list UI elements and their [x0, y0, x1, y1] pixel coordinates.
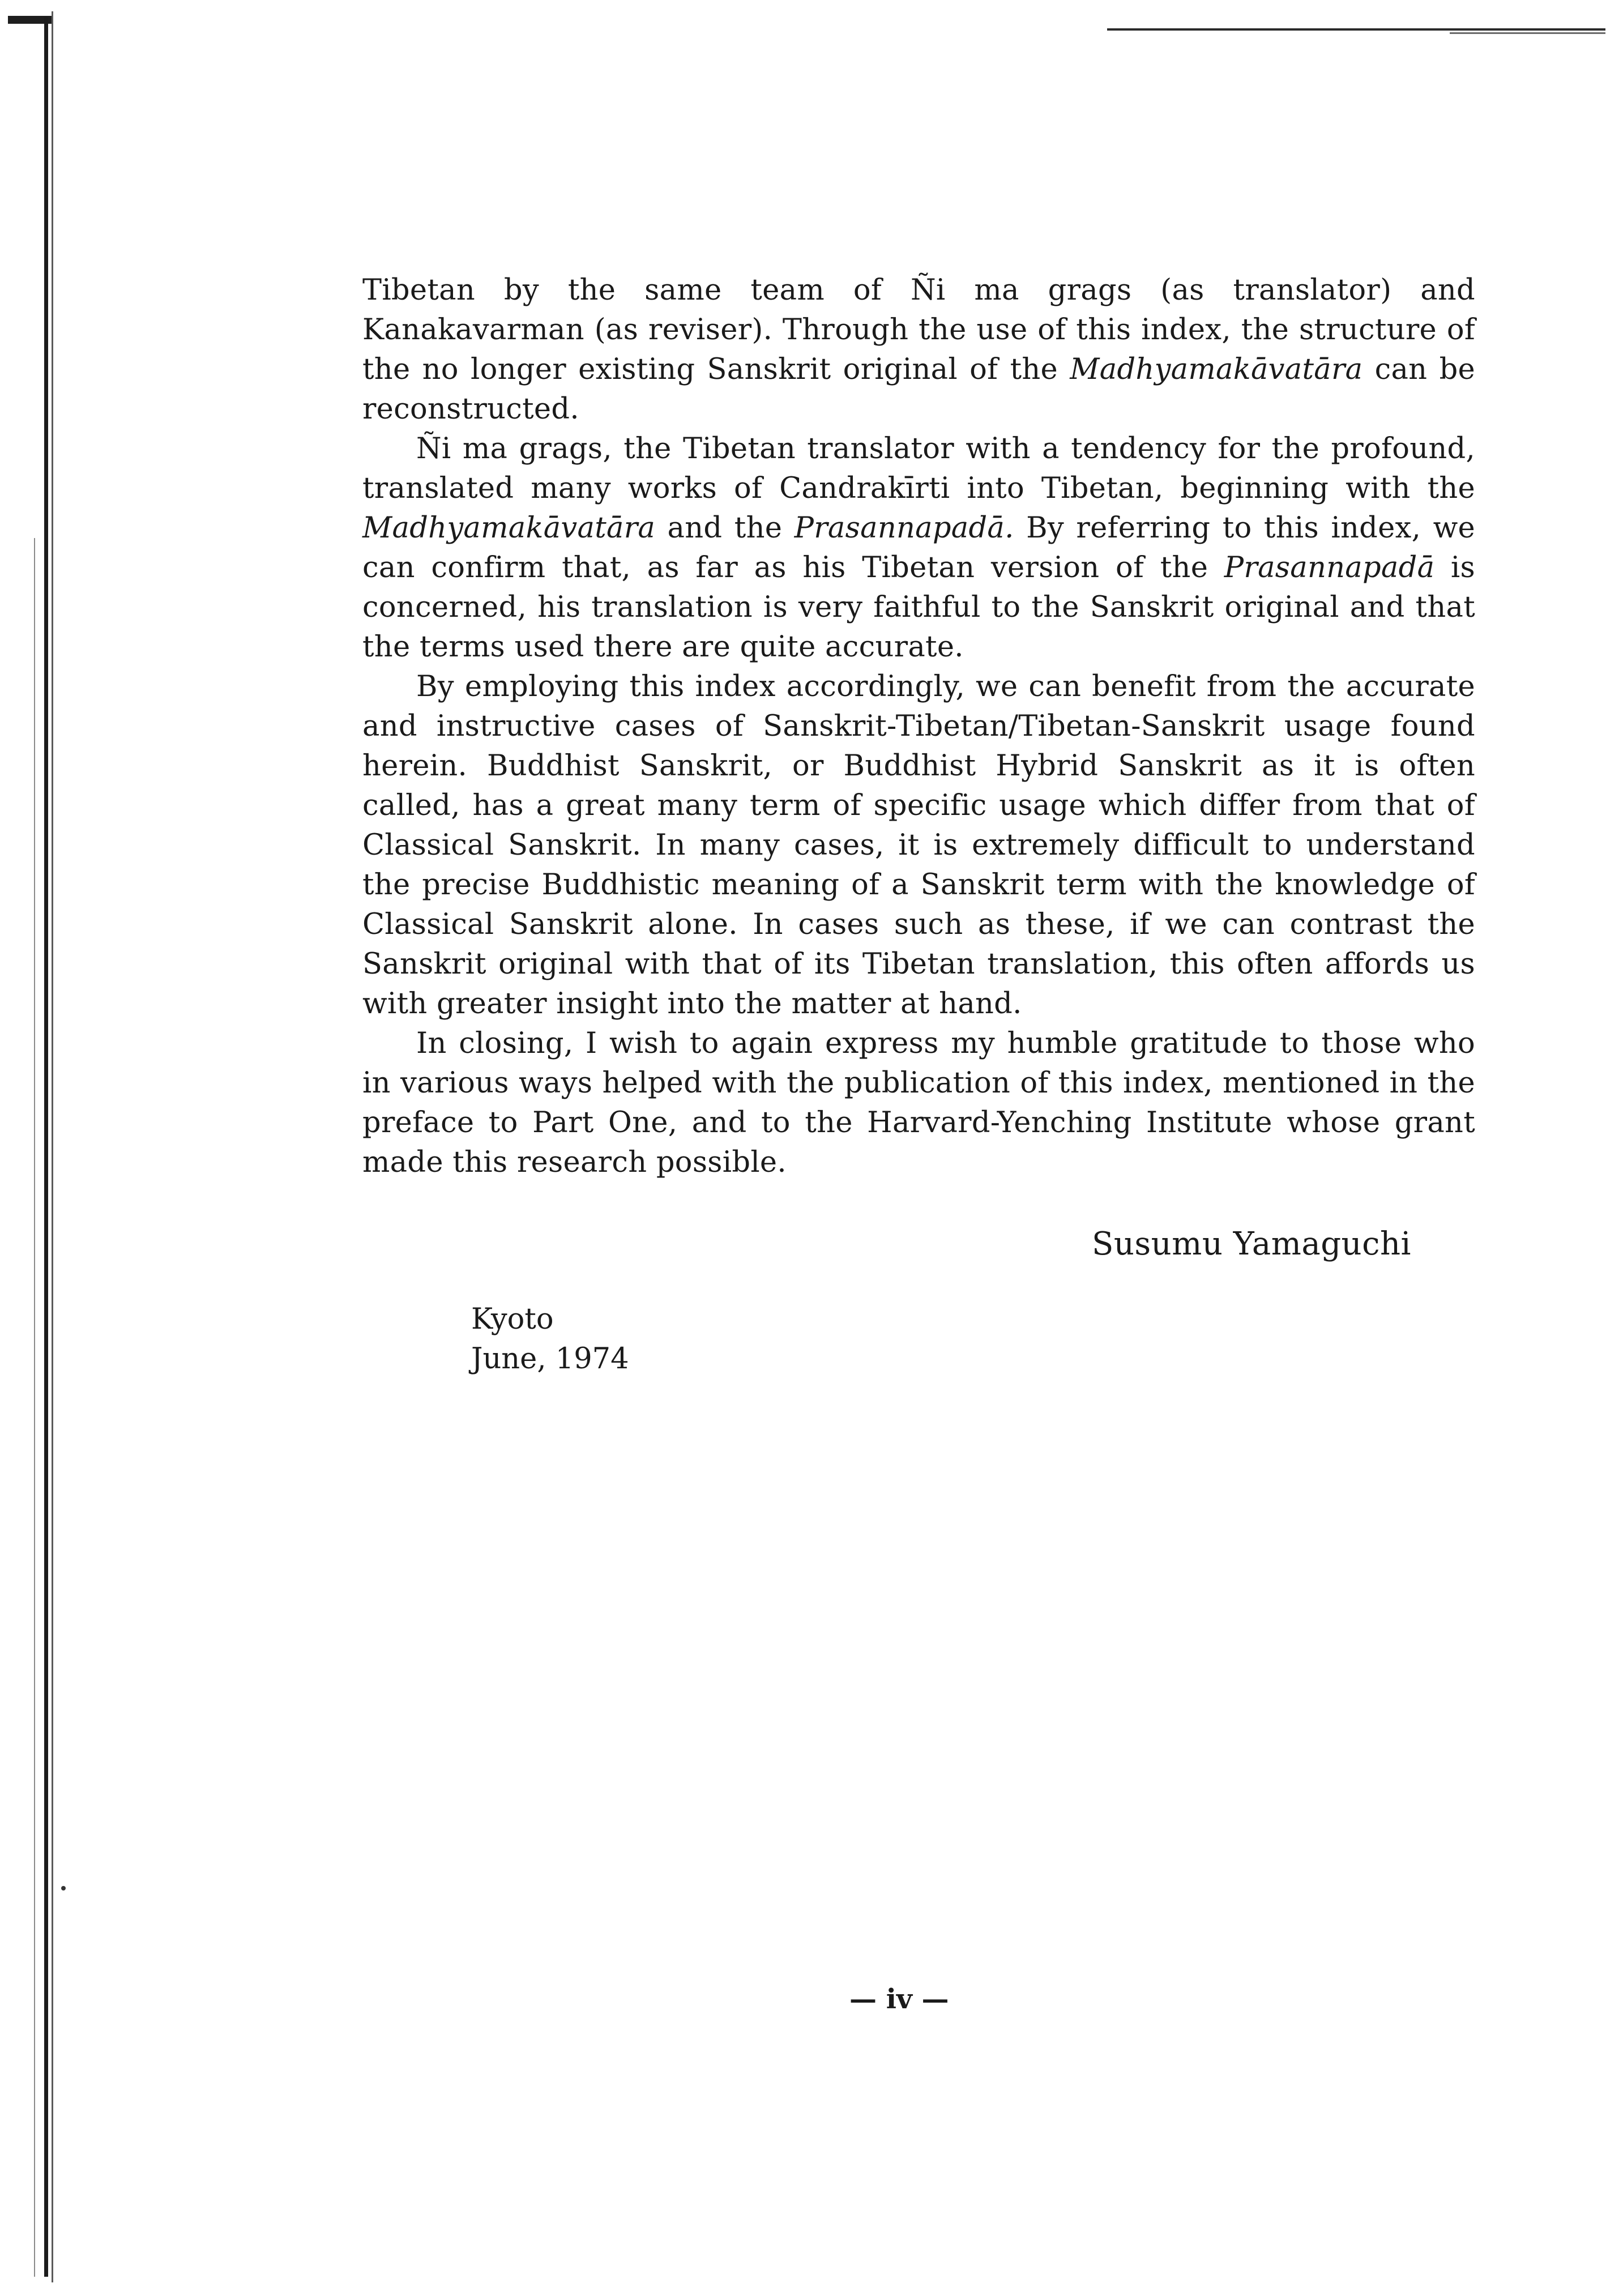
italic-title: Prasannapadā.	[794, 511, 1014, 545]
text-run: By referring to this index, we can confirm that, as far as his Tibetan version of the	[362, 511, 1475, 584]
paragraph	[362, 271, 1475, 429]
paragraph	[362, 667, 1475, 1024]
page-number: — iv —	[849, 1983, 949, 2015]
author-signature: Susumu Yamaguchi	[1092, 1226, 1411, 1262]
text-run: can be reconstructed.	[362, 353, 1475, 426]
text-run: Ñi ma grags, the Tibetan translator with a tendency for the profound, translated many works of Candrakīrti into Tibetan, beginning with the	[362, 432, 1475, 505]
binding-edge-line	[44, 17, 48, 2277]
place: Kyoto	[471, 1303, 554, 1336]
paragraph	[362, 1024, 1475, 1183]
binding-edge-line-faint	[34, 538, 35, 2277]
date: June, 1974	[471, 1342, 629, 1376]
paragraph	[362, 429, 1475, 667]
binding-edge-line-secondary	[52, 11, 53, 2282]
italic-title: Madhyamakāvatāra	[1070, 353, 1363, 386]
top-edge-rule-secondary	[1450, 32, 1605, 34]
text-run: Tibetan by the same team of Ñi ma grags (as translator) and Kanakavarman (as reviser). Through the use of this index, the structure of the no longer existing Sanskrit original of the	[362, 274, 1475, 386]
text-run: In closing, I wish to again express my humble gratitude to those who in various ways helped with the publication of this index, mentioned in the preface to Part One, and to the Harvard-Yenching Institute whose grant made this research possible.	[362, 1027, 1475, 1179]
preface-body	[362, 271, 1475, 1183]
italic-title: Prasannapadā	[1224, 551, 1435, 584]
top-edge-rule	[1107, 28, 1605, 31]
scan-speck	[61, 1886, 66, 1890]
text-run: By employing this index accordingly, we can benefit from the accurate and instructive cases of Sanskrit-Tibetan/Tibetan-Sanskrit usage found herein. Buddhist Sanskrit, or Buddhist Hybrid Sanskrit as it is often called, has a great many term of specific usage which differ from that of Classical Sanskrit. In many cases, it is extremely difficult to understand the precise Buddhistic meaning of a Sanskrit term with the knowledge of Classical Sanskrit alone. In cases such as these, if we can contrast the Sanskrit original with that of its Tibetan translation, this often affords us with greater insight into the matter at hand.	[362, 670, 1475, 1021]
text-run: is concerned, his translation is very faithful to the Sanskrit original and that the terms used there are quite accurate.	[362, 551, 1475, 664]
place-date-block	[471, 1300, 629, 1379]
text-run: and the	[655, 511, 795, 545]
italic-title: Madhyamakāvatāra	[362, 511, 656, 545]
